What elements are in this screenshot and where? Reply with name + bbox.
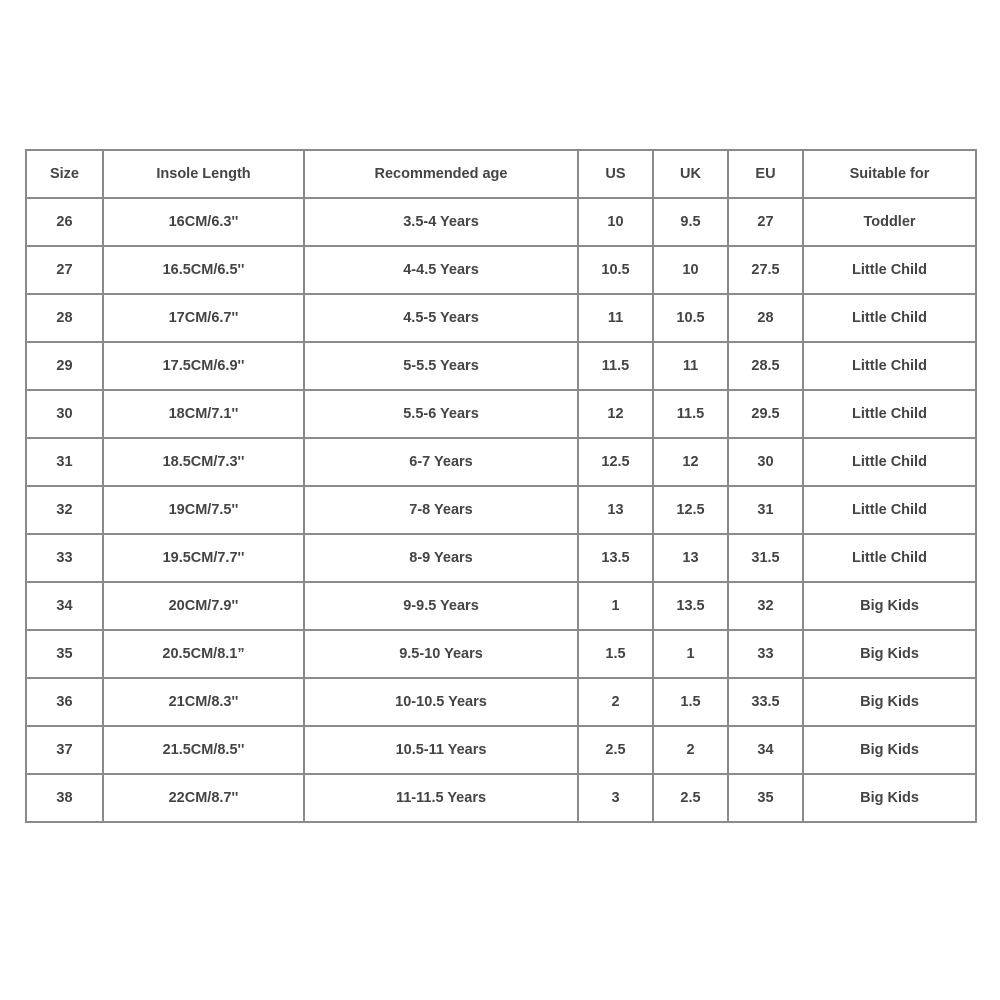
cell-recommended-age: 9-9.5 Years [304, 582, 578, 630]
cell-suitable-for: Little Child [803, 390, 976, 438]
size-chart-table [25, 149, 977, 823]
cell-us: 10.5 [578, 246, 653, 294]
cell-suitable-for: Little Child [803, 438, 976, 486]
cell-insole-length: 22CM/8.7'' [103, 774, 304, 822]
cell-uk: 12 [653, 438, 728, 486]
table-row [26, 534, 976, 582]
table-row [26, 630, 976, 678]
header-suitable-for: Suitable for [803, 150, 976, 198]
cell-recommended-age: 4-4.5 Years [304, 246, 578, 294]
cell-uk: 12.5 [653, 486, 728, 534]
cell-insole-length: 17CM/6.7'' [103, 294, 304, 342]
header-row [26, 150, 976, 198]
cell-suitable-for: Big Kids [803, 678, 976, 726]
table-row [26, 582, 976, 630]
cell-us: 12 [578, 390, 653, 438]
table-row [26, 678, 976, 726]
cell-size: 38 [26, 774, 103, 822]
cell-recommended-age: 4.5-5 Years [304, 294, 578, 342]
cell-us: 13.5 [578, 534, 653, 582]
cell-us: 2 [578, 678, 653, 726]
cell-insole-length: 16CM/6.3'' [103, 198, 304, 246]
header-size: Size [26, 150, 103, 198]
cell-us: 10 [578, 198, 653, 246]
cell-recommended-age: 9.5-10 Years [304, 630, 578, 678]
cell-size: 34 [26, 582, 103, 630]
cell-insole-length: 17.5CM/6.9'' [103, 342, 304, 390]
cell-us: 1 [578, 582, 653, 630]
cell-recommended-age: 6-7 Years [304, 438, 578, 486]
cell-recommended-age: 5-5.5 Years [304, 342, 578, 390]
cell-size: 32 [26, 486, 103, 534]
header-insole-length: Insole Length [103, 150, 304, 198]
cell-eu: 31.5 [728, 534, 803, 582]
cell-eu: 27.5 [728, 246, 803, 294]
cell-us: 12.5 [578, 438, 653, 486]
cell-insole-length: 19CM/7.5'' [103, 486, 304, 534]
cell-size: 33 [26, 534, 103, 582]
table-row [26, 390, 976, 438]
cell-insole-length: 21.5CM/8.5'' [103, 726, 304, 774]
cell-uk: 11 [653, 342, 728, 390]
cell-eu: 27 [728, 198, 803, 246]
cell-recommended-age: 10-10.5 Years [304, 678, 578, 726]
cell-insole-length: 20.5CM/8.1” [103, 630, 304, 678]
header-uk: UK [653, 150, 728, 198]
table-row [26, 438, 976, 486]
table-row [26, 486, 976, 534]
cell-recommended-age: 10.5-11 Years [304, 726, 578, 774]
cell-size: 27 [26, 246, 103, 294]
header-recommended-age: Recommended age [304, 150, 578, 198]
cell-suitable-for: Big Kids [803, 774, 976, 822]
cell-insole-length: 18.5CM/7.3'' [103, 438, 304, 486]
cell-insole-length: 19.5CM/7.7'' [103, 534, 304, 582]
cell-us: 1.5 [578, 630, 653, 678]
cell-uk: 2 [653, 726, 728, 774]
cell-suitable-for: Little Child [803, 342, 976, 390]
cell-us: 11 [578, 294, 653, 342]
cell-eu: 34 [728, 726, 803, 774]
cell-suitable-for: Little Child [803, 486, 976, 534]
cell-uk: 1.5 [653, 678, 728, 726]
table-row [26, 246, 976, 294]
cell-recommended-age: 8-9 Years [304, 534, 578, 582]
cell-recommended-age: 3.5-4 Years [304, 198, 578, 246]
cell-uk: 11.5 [653, 390, 728, 438]
cell-size: 31 [26, 438, 103, 486]
cell-size: 28 [26, 294, 103, 342]
cell-suitable-for: Big Kids [803, 582, 976, 630]
table-row [26, 198, 976, 246]
header-us: US [578, 150, 653, 198]
cell-eu: 32 [728, 582, 803, 630]
cell-uk: 13.5 [653, 582, 728, 630]
cell-recommended-age: 5.5-6 Years [304, 390, 578, 438]
cell-eu: 33 [728, 630, 803, 678]
cell-uk: 2.5 [653, 774, 728, 822]
cell-size: 26 [26, 198, 103, 246]
cell-size: 30 [26, 390, 103, 438]
table-header [26, 150, 976, 198]
cell-suitable-for: Toddler [803, 198, 976, 246]
cell-us: 11.5 [578, 342, 653, 390]
cell-eu: 28.5 [728, 342, 803, 390]
cell-uk: 1 [653, 630, 728, 678]
cell-insole-length: 21CM/8.3'' [103, 678, 304, 726]
cell-size: 37 [26, 726, 103, 774]
table-row [26, 294, 976, 342]
table-body [26, 198, 976, 822]
cell-size: 36 [26, 678, 103, 726]
cell-uk: 10 [653, 246, 728, 294]
table-row [26, 726, 976, 774]
cell-insole-length: 16.5CM/6.5'' [103, 246, 304, 294]
cell-eu: 30 [728, 438, 803, 486]
cell-size: 35 [26, 630, 103, 678]
cell-suitable-for: Big Kids [803, 630, 976, 678]
cell-suitable-for: Little Child [803, 246, 976, 294]
cell-eu: 35 [728, 774, 803, 822]
cell-insole-length: 18CM/7.1'' [103, 390, 304, 438]
header-eu: EU [728, 150, 803, 198]
cell-recommended-age: 11-11.5 Years [304, 774, 578, 822]
cell-us: 2.5 [578, 726, 653, 774]
cell-us: 13 [578, 486, 653, 534]
cell-recommended-age: 7-8 Years [304, 486, 578, 534]
cell-uk: 9.5 [653, 198, 728, 246]
cell-eu: 31 [728, 486, 803, 534]
cell-uk: 10.5 [653, 294, 728, 342]
cell-us: 3 [578, 774, 653, 822]
cell-suitable-for: Big Kids [803, 726, 976, 774]
cell-uk: 13 [653, 534, 728, 582]
table-row [26, 342, 976, 390]
cell-suitable-for: Little Child [803, 294, 976, 342]
cell-insole-length: 20CM/7.9'' [103, 582, 304, 630]
cell-suitable-for: Little Child [803, 534, 976, 582]
table-row [26, 774, 976, 822]
cell-eu: 28 [728, 294, 803, 342]
cell-eu: 29.5 [728, 390, 803, 438]
cell-size: 29 [26, 342, 103, 390]
cell-eu: 33.5 [728, 678, 803, 726]
